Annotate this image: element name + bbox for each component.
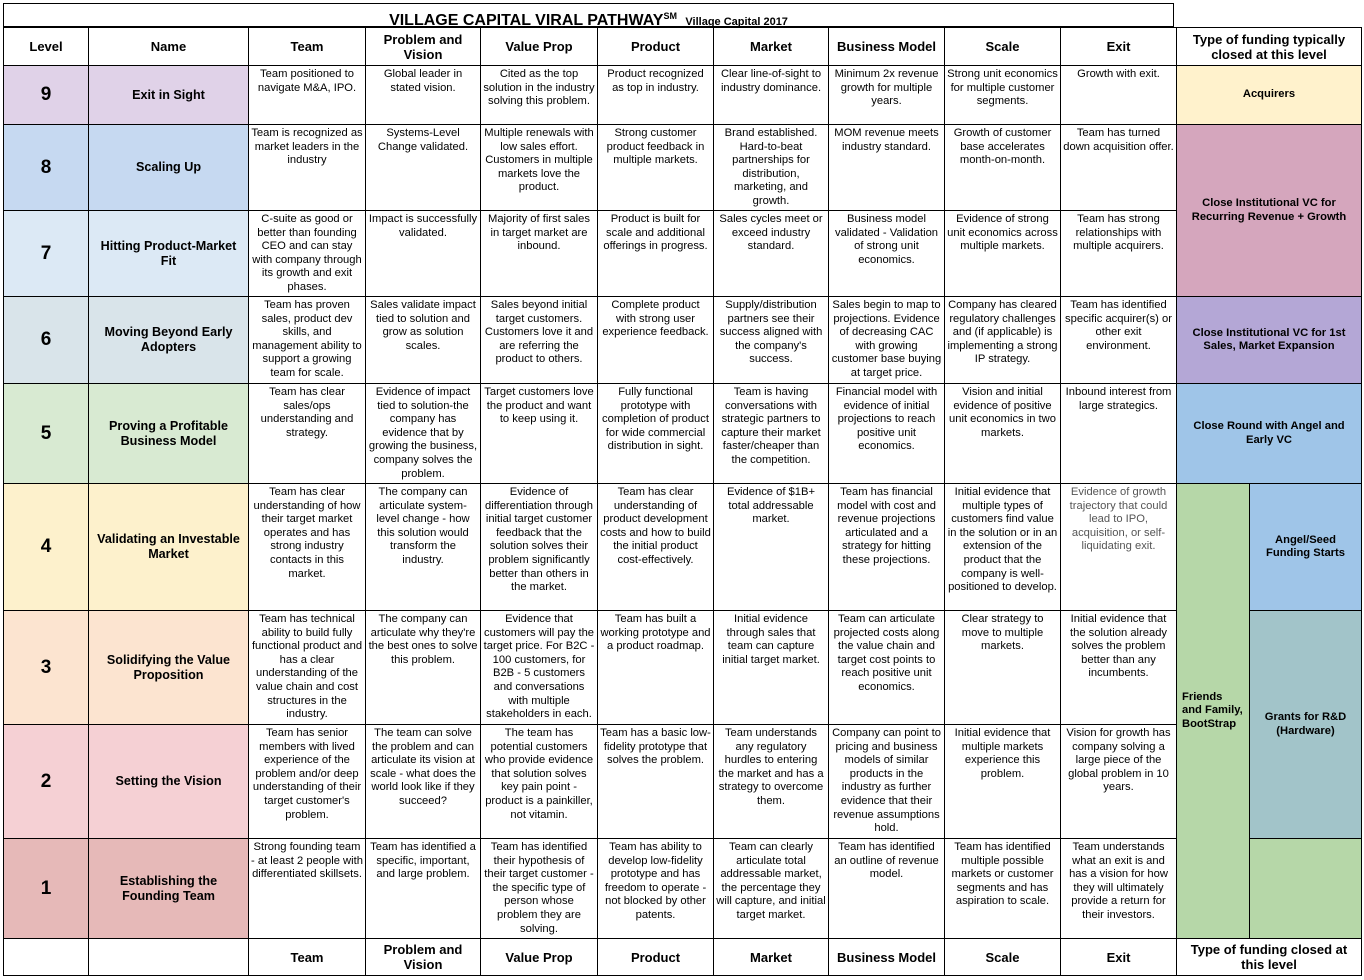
stage-name: Moving Beyond Early Adopters [88,296,249,384]
stage-name: Establishing the Founding Team [88,838,249,939]
funding-institutional-recurring: Close Institutional VC for Recurring Revenue + Growth [1176,124,1362,297]
value-cell: Target customers love the product and want to keep using it. [480,383,598,484]
team-cell: Team has technical ability to build fully functional product and has a clear understanding of the value chain and cost structures in the industry. [248,610,366,725]
stage-name: Validating an Investable Market [88,483,249,611]
team-cell: Team has proven sales, product dev skills, and management ability to support a growing team for scale. [248,296,366,384]
market-cell: Team is having conversations with strategic partners to capture their market faster/cheaper than the competition. [713,383,829,484]
header-scale: Scale [944,27,1061,66]
header-market: Market [713,27,829,66]
value-cell: Team has identified their hypothesis of their target customer - the specific type of person whose problem they are solving. [480,838,598,939]
team-cell: Team has clear sales/ops understanding and strategy. [248,383,366,484]
problem-cell: The company can articulate why they're the best ones to solve this problem. [365,610,481,725]
team-cell: Team is recognized as market leaders in the industry [248,124,366,211]
market-cell: Team can clearly articulate total addressable market, the percentage they will capture, and initial target market. [713,838,829,939]
team-cell: Strong founding team - at least 2 people with differentiated skillsets. [248,838,366,939]
problem-cell: Systems-Level Change validated. [365,124,481,211]
stage-name: Proving a Profitable Business Model [88,383,249,484]
scale-cell: Vision and initial evidence of positive unit economics in two markets. [944,383,1061,484]
problem-cell: Evidence of impact tied to solution-the company has evidence that by growing the business, company solves the problem. [365,383,481,484]
problem-cell: Impact is successfully validated. [365,210,481,297]
product-cell: Product is built for scale and additional offerings in progress. [597,210,714,297]
team-cell: C-suite as good or better than founding CEO and can stay with company through its growth and exit phases. [248,210,366,297]
header-level: Level [3,27,89,66]
level-1: 1 [3,838,89,939]
exit-cell: Inbound interest from large strategics. [1060,383,1177,484]
level-7: 7 [3,210,89,297]
footer-funding: Type of funding closed at this level [1176,938,1362,976]
market-cell: Evidence of $1B+ total addressable market. [713,483,829,611]
product-cell: Complete product with strong user experience feedback. [597,296,714,384]
footer-value: Value Prop [480,938,598,976]
problem-cell: The company can articulate system-level change - how this solution would transform the industry. [365,483,481,611]
footer-scale: Scale [944,938,1061,976]
value-cell: Evidence that customers will pay the target price. For B2C - 100 customers, for B2B - 5 customers and conversations with multiple stakeholders in each. [480,610,598,725]
market-cell: Supply/distribution partners see their success aligned with the company's success. [713,296,829,384]
product-cell: Team has ability to develop low-fidelity prototype and has freedom to operate - not blocked by other patents. [597,838,714,939]
level-2: 2 [3,724,89,839]
problem-cell: Team has identified a specific, important, and large problem. [365,838,481,939]
scale-cell: Growth of customer base accelerates month-on-month. [944,124,1061,211]
level-3: 3 [3,610,89,725]
level-9: 9 [3,65,89,125]
business-cell: Team has financial model with cost and revenue projections articulated and a strategy for hitting these projections. [828,483,945,611]
header-value: Value Prop [480,27,598,66]
funding-empty [1249,838,1362,939]
value-cell: Majority of first sales in target market are inbound. [480,210,598,297]
funding-acquirers: Acquirers [1176,65,1362,125]
scale-cell: Evidence of strong unit economics across multiple markets. [944,210,1061,297]
business-cell: MOM revenue meets industry standard. [828,124,945,211]
team-cell: Team has clear understanding of how their target market operates and has strong industry contacts in this market. [248,483,366,611]
value-cell: Multiple renewals with low sales effort. Customers in multiple markets love the product. [480,124,598,211]
service-mark: SM [663,11,677,21]
pathway-grid [3,27,1361,975]
market-cell: Initial evidence through sales that team can capture initial target market. [713,610,829,725]
scale-cell: Initial evidence that multiple markets experience this problem. [944,724,1061,839]
stage-name: Exit in Sight [88,65,249,125]
exit-cell: Growth with exit. [1060,65,1177,125]
level-4: 4 [3,483,89,611]
exit-cell: Team has identified specific acquirer(s) or other exit environment. [1060,296,1177,384]
header-product: Product [597,27,714,66]
business-cell: Team can articulate projected costs along the value chain and target cost points to reach positive unit economics. [828,610,945,725]
business-cell: Business model validated - Validation of strong unit economics. [828,210,945,297]
funding-angel-seed: Angel/Seed Funding Starts [1249,483,1362,611]
title-subtitle: Village Capital 2017 [685,16,788,28]
funding-institutional-first-sales: Close Institutional VC for 1st Sales, Market Expansion [1176,296,1362,384]
scale-cell: Initial evidence that multiple types of customers find value in the solution or in an extension of the product that the company is well-positioned to develop. [944,483,1061,611]
level-8: 8 [3,124,89,211]
footer-team: Team [248,938,366,976]
header-business: Business Model [828,27,945,66]
footer-name-blank [88,938,249,976]
business-cell: Sales begin to map to projections. Evidence of decreasing CAC with growing customer base buying at target price. [828,296,945,384]
footer-exit: Exit [1060,938,1177,976]
market-cell: Brand established. Hard-to-beat partnerships for distribution, marketing, and growth. [713,124,829,211]
header-exit: Exit [1060,27,1177,66]
title-main: VILLAGE CAPITAL VIRAL PATHWAY [389,12,664,29]
footer-level-blank [3,938,89,976]
header-team: Team [248,27,366,66]
product-cell: Strong customer product feedback in multiple markets. [597,124,714,211]
problem-cell: Sales validate impact tied to solution and grow as solution scales. [365,296,481,384]
stage-name: Setting the Vision [88,724,249,839]
scale-cell: Company has cleared regulatory challenges and (if applicable) is implementing a strong IP strategy. [944,296,1061,384]
value-cell: The team has potential customers who provide evidence that solution solves key pain point - product is a painkiller, not vitamin. [480,724,598,839]
title-bar [3,3,1174,27]
funding-grants: Grants for R&D (Hardware) [1249,610,1362,839]
footer-product: Product [597,938,714,976]
header-name: Name [88,27,249,66]
header-funding-top: Type of funding typically closed at this level [1176,27,1362,66]
exit-cell: Initial evidence that the solution already solves the problem better than any incumbents. [1060,610,1177,725]
product-cell: Team has a basic low-fidelity prototype that solves the problem. [597,724,714,839]
stage-name: Scaling Up [88,124,249,211]
team-cell: Team has senior members with lived experience of the problem and/or deep understanding of their target customer's problem. [248,724,366,839]
stage-name: Solidifying the Value Proposition [88,610,249,725]
market-cell: Sales cycles meet or exceed industry standard. [713,210,829,297]
footer-market: Market [713,938,829,976]
value-cell: Sales beyond initial target customers. Customers love it and are referring the product to others. [480,296,598,384]
exit-cell: Evidence of growth trajectory that could lead to IPO, acquisition, or self-liquidating exit. [1060,483,1177,611]
value-cell: Cited as the top solution in the industry solving this problem. [480,65,598,125]
product-cell: Team has built a working prototype and a product roadmap. [597,610,714,725]
stage-name: Hitting Product-Market Fit [88,210,249,297]
scale-cell: Team has identified multiple possible markets or customer segments and has aspiration to scale. [944,838,1061,939]
level-6: 6 [3,296,89,384]
market-cell: Team understands any regulatory hurdles to entering the market and has a strategy to overcome them. [713,724,829,839]
business-cell: Company can point to pricing and business models of similar products in the industry as further evidence that their revenue assumptions hold. [828,724,945,839]
business-cell: Minimum 2x revenue growth for multiple years. [828,65,945,125]
value-cell: Evidence of differentiation through initial target customer feedback that the solution solves their problem significantly better than others in the market. [480,483,598,611]
exit-cell: Team understands what an exit is and has a vision for how they will ultimately provide a return for their investors. [1060,838,1177,939]
funding-angel-early: Close Round with Angel and Early VC [1176,383,1362,484]
product-cell: Fully functional prototype with completion of product for wide commercial distribution in sight. [597,383,714,484]
exit-cell: Vision for growth has company solving a large piece of the global problem in 10 years. [1060,724,1177,839]
viral-pathway-sheet [3,3,1361,976]
team-cell: Team positioned to navigate M&A, IPO. [248,65,366,125]
level-5: 5 [3,383,89,484]
product-cell: Product recognized as top in industry. [597,65,714,125]
scale-cell: Strong unit economics for multiple customer segments. [944,65,1061,125]
funding-friends-family: Friends and Family, BootStrap [1176,483,1250,939]
business-cell: Team has identified an outline of revenue model. [828,838,945,939]
footer-problem: Problem and Vision [365,938,481,976]
exit-cell: Team has strong relationships with multiple acquirers. [1060,210,1177,297]
business-cell: Financial model with evidence of initial projections to reach positive unit economics. [828,383,945,484]
footer-business: Business Model [828,938,945,976]
scale-cell: Clear strategy to move to multiple markets. [944,610,1061,725]
header-problem: Problem and Vision [365,27,481,66]
exit-cell: Team has turned down acquisition offer. [1060,124,1177,211]
product-cell: Team has clear understanding of product development costs and how to build the initial product cost-effectively. [597,483,714,611]
problem-cell: The team can solve the problem and can articulate its vision at scale - what does the world look like if they succeed? [365,724,481,839]
market-cell: Clear line-of-sight to industry dominance. [713,65,829,125]
problem-cell: Global leader in stated vision. [365,65,481,125]
